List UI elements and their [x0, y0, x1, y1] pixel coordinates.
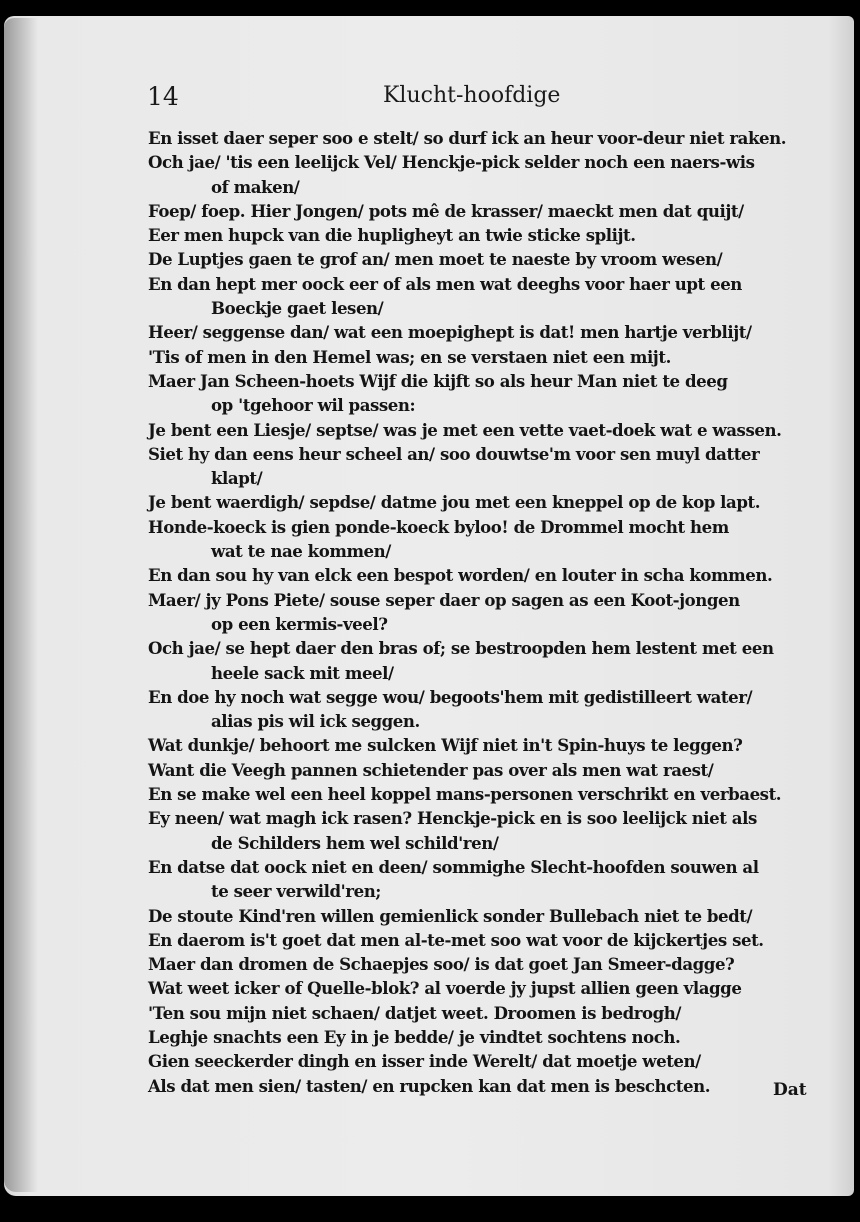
- verse-line: Je bent waerdigh/ sepdse/ datme jou met een kneppel op de kop lapt.: [148, 492, 761, 513]
- verse-line: Och jae/ 'tis een leelijck Vel/ Henckje-pick selder noch een naers-wis: [148, 152, 755, 173]
- catchword: Dat: [773, 1080, 807, 1100]
- verse-line: Wat dunkje/ behoort me sulcken Wijf niet in't Spin-huys te leggen?: [148, 735, 743, 756]
- verse-line: Gien seeckerder dingh en isser inde Werelt/ dat moetje weten/: [148, 1051, 701, 1072]
- page-gutter-shadow: [4, 18, 38, 1192]
- verse-line: de Schilders hem wel schild'ren/: [211, 832, 499, 853]
- page-number: 14: [147, 82, 179, 111]
- page-header: [0, 82, 860, 116]
- verse-line: Och jae/ se hept daer den bras of; se bestroopden hem lestent met een: [148, 638, 774, 659]
- verse-line: 'Ten sou mijn niet schaen/ datjet weet. Droomen is bedrogh/: [148, 1002, 682, 1023]
- verse-line: De stoute Kind'ren willen gemienlick sonder Bullebach niet te bedt/: [148, 905, 753, 926]
- verse-line: of maken/: [211, 176, 300, 197]
- verse-line: Eer men hupck van die hupligheyt an twie sticke splijt.: [148, 225, 636, 246]
- verse-line: Want die Veegh pannen schietender pas over als men wat raest/: [148, 759, 714, 780]
- verse-line: wat te nae kommen/: [211, 541, 391, 562]
- verse-line: Honde-koeck is gien ponde-koeck byloo! de Drommel mocht hem: [148, 516, 729, 537]
- verse-line: op een kermis-veel?: [211, 613, 388, 634]
- verse-line: Heer/ seggense dan/ wat een moepighept is dat! men hartje verblijt/: [148, 322, 752, 343]
- verse-line: Maer dan dromen de Schaepjes soo/ is dat goet Jan Smeer-dagge?: [148, 954, 735, 975]
- verse-line: En doe hy noch wat segge wou/ begoots'hem mit gedistilleert water/: [148, 686, 753, 707]
- verse-line: alias pis wil ick seggen.: [211, 711, 420, 732]
- verse-line: En se make wel een heel koppel mans-personen verschrikt en verbaest.: [148, 784, 782, 805]
- verse-line: En isset daer seper soo e stelt/ so durf ick an heur voor-deur niet raken.: [148, 128, 787, 148]
- verse-line: heele sack mit meel/: [211, 662, 394, 683]
- verse-line: Leghje snachts een Ey in je bedde/ je vindtet sochtens noch.: [148, 1026, 681, 1047]
- verse-line: En daerom is't goet dat men al-te-met soo wat voor de kijckertjes set.: [148, 929, 764, 950]
- verse-line: Boeckje gaet lesen/: [211, 298, 384, 319]
- verse-text-block: [148, 126, 828, 1098]
- verse-line: En datse dat oock niet en deen/ sommighe Slecht-hoofden souwen al: [148, 856, 759, 877]
- verse-line: De Luptjes gaen te grof an/ men moet te naeste by vroom wesen/: [148, 249, 723, 270]
- verse-line: Als dat men sien/ tasten/ en rupcken kan dat men is beschcten.: [148, 1075, 711, 1096]
- verse-line: Siet hy dan eens heur scheel an/ soo douwtse'm voor sen muyl datter: [148, 443, 760, 464]
- running-title: Klucht-hoofdige: [383, 83, 561, 108]
- verse-line: klapt/: [211, 468, 263, 489]
- verse-line: Je bent een Liesje/ septse/ was je met een vette vaet-doek wat e wassen.: [148, 419, 782, 440]
- verse-line: op 'tgehoor wil passen:: [211, 395, 416, 416]
- verse-line: En dan sou hy van elck een bespot worden/ en louter in scha kommen.: [148, 565, 773, 586]
- verse-line: En dan hept mer oock eer of als men wat deeghs voor haer upt een: [148, 273, 742, 294]
- verse-line: Foep/ foep. Hier Jongen/ pots mê de krasser/ maeckt men dat quijt/: [148, 200, 744, 221]
- verse-line: 'Tis of men in den Hemel was; en se verstaen niet een mijt.: [148, 346, 671, 367]
- verse-line: Ey neen/ wat magh ick rasen? Henckje-pick en is soo leelijck niet als: [148, 808, 757, 829]
- verse-line: Maer Jan Scheen-hoets Wijf die kijft so als heur Man niet te deeg: [148, 370, 728, 391]
- verse-line: Wat weet icker of Quelle-blok? al voerde jy jupst allien geen vlagge: [148, 978, 742, 999]
- verse-line: te seer verwild'ren;: [211, 881, 381, 902]
- verse-line: Maer/ jy Pons Piete/ souse seper daer op sagen as een Koot-jongen: [148, 589, 740, 610]
